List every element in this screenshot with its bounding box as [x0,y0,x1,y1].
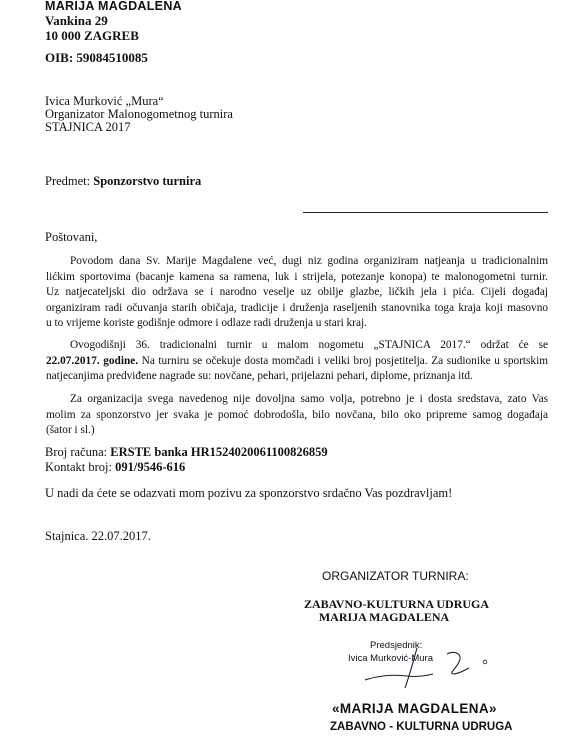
closing-sentence: U nadi da ćete se odazvati mom pozivu za sponzorstvo srdačno Vas pozdravljam! [45,486,453,500]
paragraph-tournament [46,338,548,385]
paragraph-sponsorship [46,392,548,439]
recipient-name: Ivica Murković „Mura“ [45,94,164,108]
subject-text: Sponzorstvo turnira [93,174,202,188]
account-label: Broj računa: [45,445,111,459]
paragraph-line: Ovogodišnji 36. tradicionalni turnir u malom nogometu „STAJNICA 2017.“ održat će se [70,339,548,351]
recipient-event: STAJNICA 2017 [45,120,131,134]
contact-label: Kontakt broj: [45,460,116,474]
org-name-line1: ZABAVNO-KULTURNA UDRUGA [304,597,490,611]
stamp-line1: «MARIJA MAGDALENA» [332,701,497,716]
organizer-title: ORGANIZATOR TURNIRA: [322,569,469,583]
paragraph-line: Uz natjecateljski dio održava se i narodno veselje uz obilje glazbe, ličkih jela i pića. Cijeli događaj [46,286,548,298]
subject-line [45,174,201,189]
sender-oib: OIB: 59084510085 [45,50,148,65]
stamp-line2: ZABAVNO - KULTURNA UDRUGA [330,721,513,733]
place-date: Stajnica. 22.07.2017. [45,529,151,543]
org-name-line2: MARIJA MAGDALENA [318,610,450,624]
president-name: Ivica Murković-Mura [348,653,433,664]
sender-city: 10 000 ZAGREB [45,28,139,43]
paragraph-line: organiziram radi očuvanja starih običaja, tradicije i druženja raseljenih stanovnika toga kraja koji masovno [46,301,548,314]
paragraph-line: Za organizacija svega navedenog nije dovoljna samo volja, potrebno je i dosta sredstava, zato Vas [70,393,548,405]
sender-street: Vankina 29 [45,13,108,28]
paragraph-line: 22.07.2017. godine. Na turniru se očekuje dosta momčadi i veliki broj posjetitelja. Za sudionike u sportskim [46,354,548,367]
paragraph-line: Povodom dana Sv. Marije Magdalene već, dugi niz godina organiziram natjeanja u tradicionalnim [70,255,548,267]
signature-rule [303,212,548,213]
paragraph-line: u to vrijeme koriste godišnje odmore i odlaze radi druženja u stari kraj. [46,317,367,329]
account-line [45,445,328,460]
paragraph-line: (šator i sl.) [46,424,95,436]
account-value: ERSTE banka HR1524020061100826859 [110,445,328,459]
paragraph-intro [46,254,548,332]
paragraph-line: molim za sponzorstvo jer svaka je pomoć dobrodošla, bilo novčana, bilo oko pripreme samog događaja [46,408,548,421]
contact-value: 091/9546-616 [115,460,186,474]
president-label: Predsjednik: [370,640,423,651]
salutation: Poštovani, [45,230,98,244]
handwritten-signature [355,640,500,695]
paragraph-line: lićkim sportovima (bacanje kamena sa ramena, luk i strijela, potezanje konopa) te malonogometni turnir. [46,270,548,283]
sender-name: MARIJA MAGDALENA [45,0,182,13]
subject-label: Predmet: [45,174,91,188]
tournament-date: 22.07.2017. godine. [46,354,139,367]
recipient-role: Organizator Malonogometnog turnira [45,107,233,121]
contact-line [45,460,185,475]
paragraph-line: natjecanjima predviđene nagrade su: novčane, pehari, prijelazni pehari, diplome, priznanja itd. [46,370,473,382]
